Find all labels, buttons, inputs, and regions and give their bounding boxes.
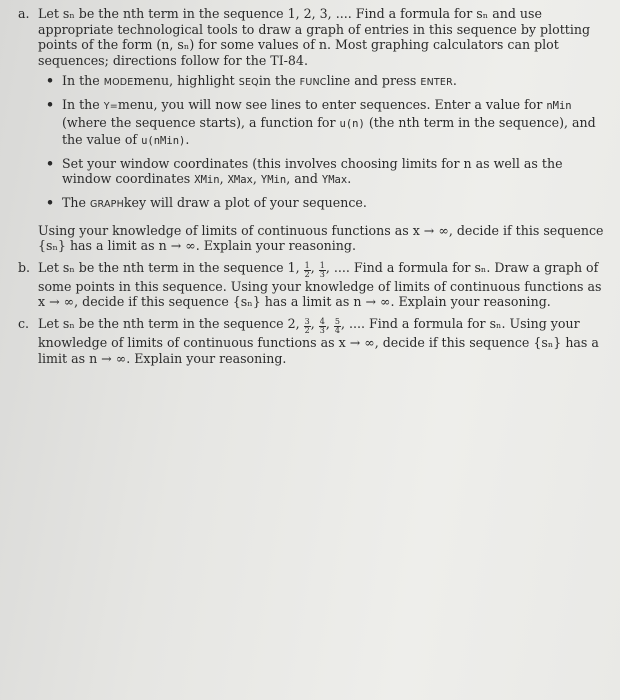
step-y-menu: • In the Y=menu, you will now see lines to enter sequences. Enter a value for nMin (where the sequence starts), a function for u(n) (the nth term in the sequence), and the value of u(nMin).: [46, 96, 596, 148]
part-b-letter: b.: [18, 259, 31, 275]
code-xmin: XMin: [194, 174, 220, 187]
part-a-closing: Using your knowledge of limits of continuous functions as x → ∞, decide if this sequence {sₙ} has a limit as n → ∞. Explain your reasoning.: [38, 222, 604, 254]
code-ymin: YMin: [260, 174, 287, 187]
code-un: u(n): [339, 117, 365, 130]
code-unmin: u(nMin): [141, 135, 186, 148]
part-b: [18, 260, 608, 310]
code-nmin: nMin: [546, 99, 572, 112]
calculator-steps: [38, 73, 608, 212]
part-b-text: Let sₙ be the nth term in the sequence 1, $\frac{1}{2}$ , $\frac{1}{3}$ , .... Find a formula for sₙ. Draw a graph of some points in this sequence. Using your knowledge of limits of continuous functions as x → ∞, decide if this sequence {sₙ} has a limit as n → ∞. Explain your reasoning.: [38, 259, 602, 310]
key-graph: GRAPH: [89, 198, 124, 210]
key-mode: MODE: [103, 77, 134, 89]
step-window: • Set your window coordinates (this involves choosing limits for n as well as the window coordinates XMin, XMax, YMin, and YMax.: [46, 155, 563, 187]
key-enter: ENTER: [420, 77, 453, 89]
step-graph: • The GRAPHkey will draw a plot of your sequence.: [46, 194, 367, 210]
fraction: $\frac{3}{2}$: [304, 316, 310, 335]
fraction: $\frac{4}{3}$: [319, 316, 325, 335]
problem-sheet: [18, 6, 608, 369]
fraction: $\frac{5}{4}$: [334, 316, 340, 335]
part-a: [18, 6, 608, 254]
key-y-equals: Y=: [103, 100, 118, 112]
fraction: $\frac{1}{3}$: [319, 260, 325, 279]
key-seq: SEQ: [238, 77, 259, 89]
key-func: FUNC: [299, 77, 327, 89]
part-c-letter: c.: [18, 315, 30, 331]
fraction: $\frac{1}{2}$: [304, 260, 310, 279]
code-ymax: YMax: [321, 174, 348, 187]
part-c-text: Let sₙ be the nth term in the sequence 2, $\frac{3}{2}$ , $\frac{4}{3}$ , $\frac{5}{4}$ , .... Find a formula for sₙ. Using your knowledge of limits of continuous functions as x → ∞, decide if this sequence {sₙ} has a limit as n → ∞. Explain your reasoning.: [38, 315, 599, 366]
part-a-intro: Let sₙ be the nth term in the sequence 1, 2, 3, .... Find a formula for sₙ and use appropriate technological tools to draw a graph of entries in this sequence by plotting points of the form (n, sₙ) for some values of n. Most graphing calculators can plot sequences; directions follow for the TI-84.: [38, 6, 591, 68]
part-a-letter: a.: [18, 6, 30, 21]
code-xmax: XMax: [227, 174, 253, 187]
step-mode: • In the MODEmenu, highlight SEQin the FUNCline and press ENTER.: [46, 73, 457, 89]
part-c: [18, 316, 608, 366]
